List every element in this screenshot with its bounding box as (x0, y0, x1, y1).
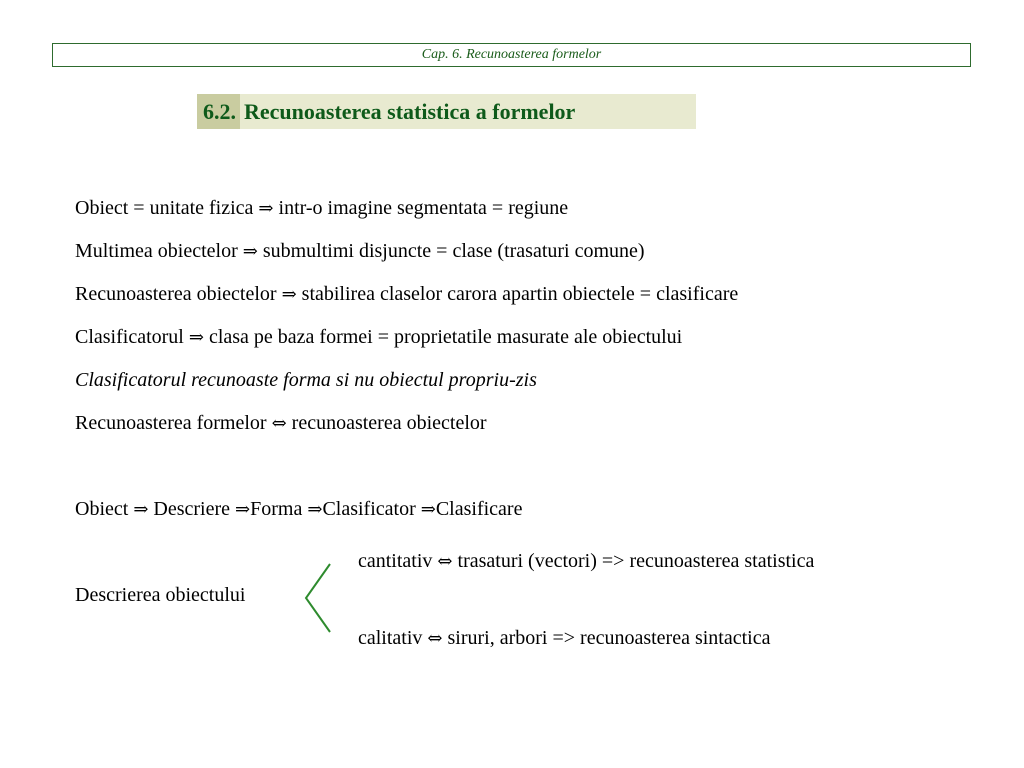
line-text: trasaturi (vectori) => recunoasterea statistica (452, 550, 815, 572)
line-text: stabilirea claselor carora apartin obiectele = clasificare (296, 283, 739, 305)
implies-icon: ⇒ (188, 327, 204, 348)
chain-step: Obiect (75, 498, 134, 520)
implies-icon: ⇒ (420, 499, 436, 520)
line-text: recunoasterea obiectelor (286, 412, 487, 434)
implies-icon: ⇒ (281, 284, 297, 305)
implies-icon: ⇒ (258, 198, 274, 219)
line-text: Multimea obiectelor (75, 240, 243, 262)
branch-bracket-icon (300, 562, 336, 634)
description-label (75, 584, 245, 607)
section-heading (197, 94, 696, 129)
description-quantitative (358, 550, 814, 573)
section-number: 6.2. (197, 94, 240, 129)
line-text: Obiect = unitate fizica (75, 197, 259, 219)
chapter-header (52, 43, 971, 67)
equivalence-icon: ⇔ (427, 628, 443, 649)
definition-line-note (75, 369, 537, 392)
line-text: Clasificatorul (75, 326, 189, 348)
line-text: Clasificatorul recunoaste forma si nu obiectul propriu-zis (75, 369, 537, 391)
section-title: Recunoasterea statistica a formelor (244, 98, 576, 124)
implies-icon: ⇒ (242, 241, 258, 262)
definition-line-set (75, 240, 645, 263)
implies-icon: ⇒ (133, 499, 149, 520)
line-text: clasa pe baza formei = proprietatile masurate ale obiectului (203, 326, 683, 348)
description-qualitative (358, 627, 770, 650)
chain-step: Clasificator (322, 498, 421, 520)
definition-line-object (75, 197, 568, 220)
equivalence-icon: ⇔ (271, 413, 287, 434)
chapter-title: Cap. 6. Recunoasterea formelor (421, 47, 602, 62)
implies-icon: ⇒ (307, 499, 323, 520)
equivalence-icon: ⇔ (437, 551, 453, 572)
definition-line-equivalence (75, 412, 487, 435)
implies-icon: ⇒ (235, 499, 251, 520)
line-text: intr-o imagine segmentata = regiune (273, 197, 569, 219)
line-text: submultimi disjuncte = clase (trasaturi comune) (257, 240, 645, 262)
line-text: Recunoasterea formelor (75, 412, 272, 434)
definition-line-recognition (75, 283, 738, 306)
chain-step: Descriere (148, 498, 236, 520)
process-chain (75, 498, 522, 521)
line-text: calitativ (358, 627, 428, 649)
chain-step: Clasificare (435, 498, 523, 520)
line-text: cantitativ (358, 550, 438, 572)
line-text: Recunoasterea obiectelor (75, 283, 282, 305)
chain-step: Forma (250, 498, 308, 520)
line-text: siruri, arbori => recunoasterea sintactica (442, 627, 771, 649)
line-text: Descrierea obiectului (75, 584, 246, 606)
definition-line-classifier (75, 326, 682, 349)
